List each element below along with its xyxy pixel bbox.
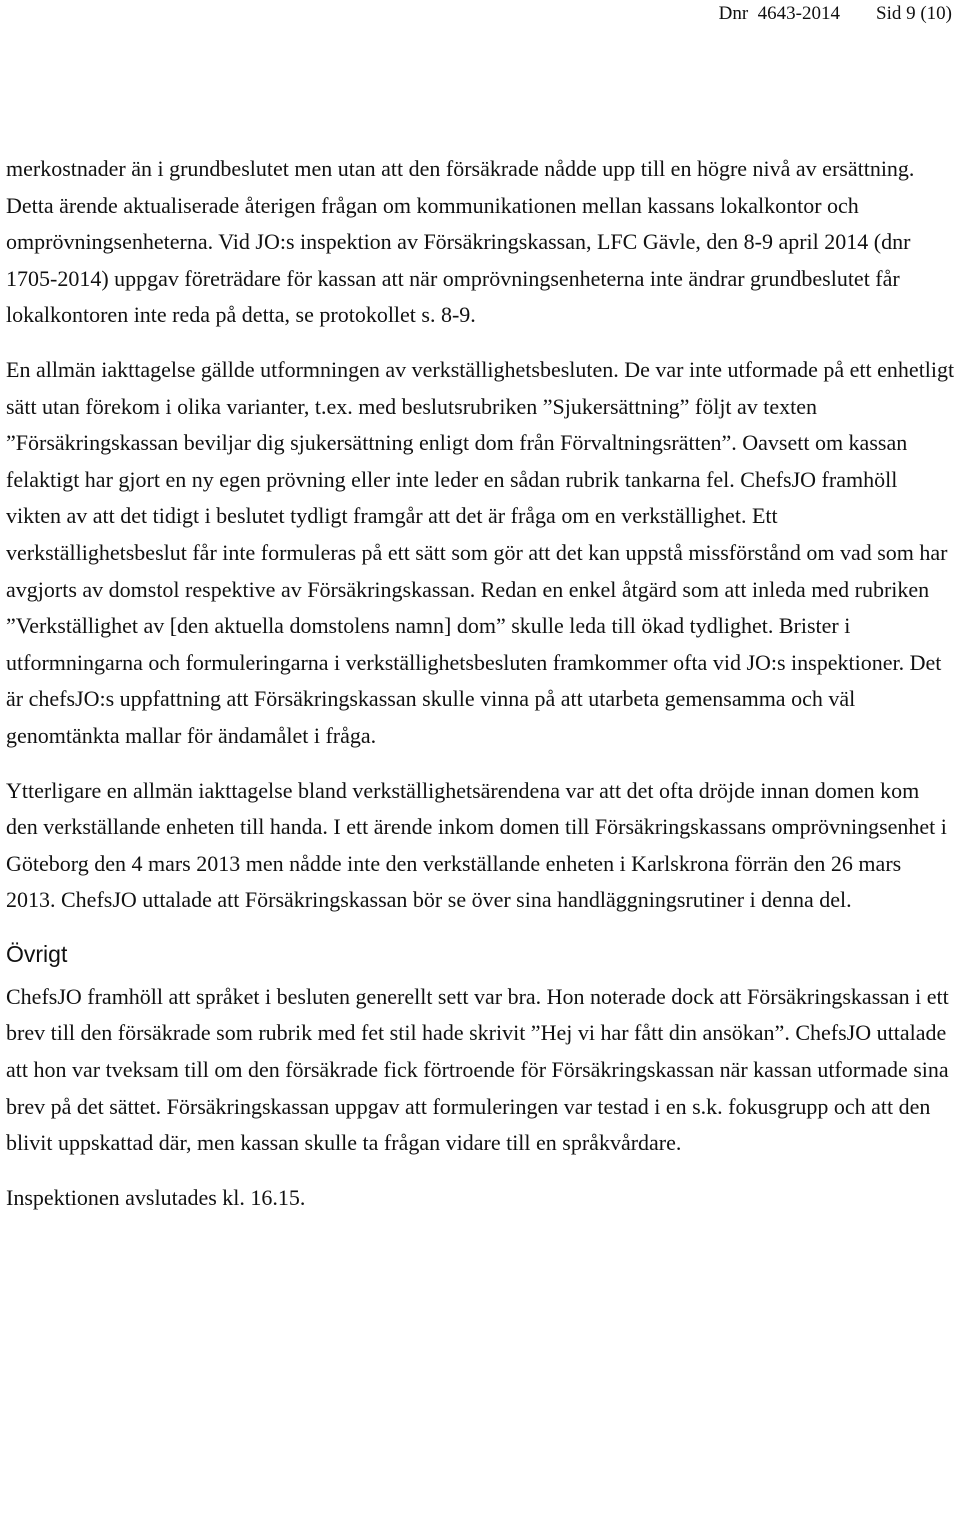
paragraph-enforcement-decisions: En allmän iakttagelse gällde utformningen av verkställighetsbesluten. De var inte utformade på ett enhetligt sätt utan förekom i olika varianter, t.ex. med beslutsrubriken ”Sjukersättning” följt av texten ”Försäkringskassan beviljar dig sjukersättning enligt dom från Förvaltningsrätten”. Oavsett om kassan felaktigt har gjort en ny egen prövning eller inte leder en sådan rubrik tankarna fel. ChefsJO framhöll vikten av att det tidigt i beslutet tydligt framgår att det är fråga om en verkställighet. Ett verkställighetsbeslut får inte formuleras på ett sätt som gör att det kan uppstå missförstånd om vad som har avgjorts av domstol respektive av Försäkringskassan. Redan en enkel åtgärd som att inleda med rubriken ”Verkställighet av [den aktuella domstolens namn] dom” skulle leda till ökad tydlighet. Brister i utformningarna och formuleringarna i verkställighetsbesluten framkommer ofta vid JO:s inspektioner. Det är chefsJO:s uppfattning att Försäkringskassan skulle vinna på att utarbeta gemensamma och väl genomtänkta mallar för ändamålet i fråga. xyxy=(6,356,955,748)
paragraph-language: ChefsJO framhöll att språket i besluten generellt sett var bra. Hon noterade dock att Försäkringskassan i ett brev till den försäkrade som rubrik med fet stil hade skrivit ”Hej vi har fått din ansökan”. ChefsJO uttalade att hon var tveksam till om den försäkrade fick förtroende för Försäkringskassan när kassan utformade sina brev på det sättet. Försäkringskassan uppgav att formuleringen var testad i en s.k. fokusgrupp och att den blivit uppskattad där, men kassan skulle ta frågan vidare till en språkvårdare. xyxy=(6,983,949,1156)
section-heading-ovrigt: Övrigt xyxy=(6,940,68,967)
case-number: Dnr 4643-2014 xyxy=(718,3,840,24)
paragraph-delays: Ytterligare en allmän iakttagelse bland verkställighetsärendena var att det ofta dröjde innan domen kom den verkställande enheten till handa. I ett ärende inkom domen till Försäkringskassans omprövningsenhet i Göteborg den 4 mars 2013 men nådde inte den verkställande enheten i Karlskrona förrän den 26 mars 2013. ChefsJO uttalade att Försäkringskassan bör se över sina handläggningsrutiner i denna del. xyxy=(6,777,947,913)
document-body xyxy=(6,151,956,1216)
paragraph-closing: Inspektionen avslutades kl. 16.15. xyxy=(6,1184,306,1210)
page-header xyxy=(719,2,952,26)
page-number: Sid 9 (10) xyxy=(876,3,952,24)
paragraph-communication: merkostnader än i grundbeslutet men utan att den försäkrade nådde upp till en högre nivå av ersättning. Detta ärende aktualiserade återigen frågan om kommunikationen mellan kassans lokalkontor och omprövningsenheterna. Vid JO:s inspektion av Försäkringskassan, LFC Gävle, den 8-9 april 2014 (dnr 1705-2014) uppgav företrädare för kassan att när omprövningsenheterna inte ändrar grundbeslutet får lokalkontoren inte reda på detta, se protokollet s. 8-9. xyxy=(6,156,915,328)
